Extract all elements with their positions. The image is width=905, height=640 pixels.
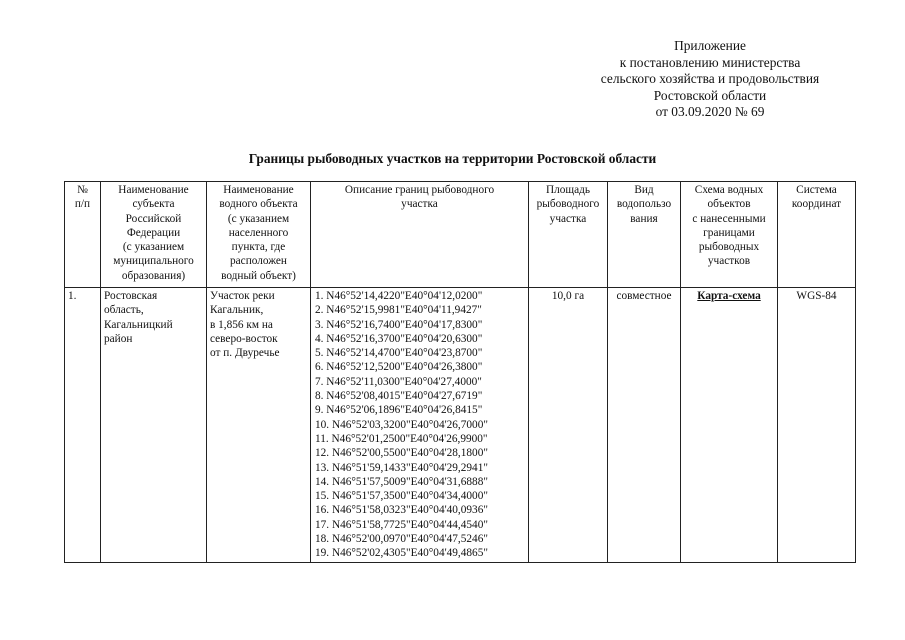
column-header-coord-system: Система координат — [778, 182, 856, 288]
appendix-line: Ростовской области — [653, 87, 767, 103]
column-header-boundaries: Описание границ рыбоводного участка — [311, 182, 529, 288]
column-header-scheme: Схема водных объектов с нанесенными границами рыбоводных участков — [681, 182, 778, 288]
appendix-header — [560, 38, 860, 121]
appendix-line: к постановлению министерства — [619, 54, 801, 70]
coordinate-point: 14. N46°51'57,5009"E40°04'31,6888" — [315, 475, 488, 488]
coordinate-point: 19. N46°52'02,4305"E40°04'49,4865" — [315, 547, 488, 560]
coordinate-point: 12. N46°52'00,5500"E40°04'28,1800" — [315, 447, 488, 460]
column-header-area: Площадь рыбоводного участка — [529, 182, 608, 288]
coordinate-point: 17. N46°51'58,7725"E40°04'44,4540" — [315, 518, 488, 531]
coordinate-point: 7. N46°52'11,0300"E40°04'27,4000" — [315, 375, 482, 388]
row-number: 1. — [65, 288, 101, 563]
column-header-num: № п/п — [65, 182, 101, 288]
coord-system-cell: WGS-84 — [778, 288, 856, 563]
appendix-line: сельского хозяйства и продовольствия — [600, 71, 820, 87]
coordinate-point: 4. N46°52'16,3700"E40°04'20,6300" — [315, 332, 483, 345]
subject-cell: Ростовская область, Кагальницкий район — [101, 288, 207, 563]
coordinate-point: 2. N46°52'15,9981"E40°04'11,9427" — [315, 304, 482, 317]
table-header-row — [65, 182, 856, 288]
coordinate-point: 10. N46°52'03,3200"E40°04'26,7000" — [315, 418, 488, 431]
coordinate-point: 9. N46°52'06,1896"E40°04'26,8415" — [315, 404, 483, 417]
column-header-usage: Вид водопользо вания — [608, 182, 681, 288]
coordinate-point: 1. N46°52'14,4220"E40°04'12,0200" — [315, 290, 483, 302]
coordinate-point: 6. N46°52'12,5200"E40°04'26,3800" — [315, 361, 483, 374]
scheme-cell — [681, 288, 778, 563]
appendix-line: Приложение — [674, 38, 746, 53]
column-header-water-body: Наименование водного объекта (с указанием населенного пункта, где расположен водный объект) — [207, 182, 311, 288]
map-scheme-link[interactable]: Карта-схема — [697, 290, 761, 302]
column-header-subject: Наименование субъекта Российской Федерации (с указанием муниципального образования) — [101, 182, 207, 288]
coordinate-point: 3. N46°52'16,7400"E40°04'17,8300" — [315, 318, 483, 331]
coordinate-point: 15. N46°51'57,3500"E40°04'34,4000" — [315, 490, 488, 503]
table-row — [65, 288, 856, 563]
coordinate-point: 11. N46°52'01,2500"E40°04'26,9900" — [315, 432, 488, 445]
document-title: Границы рыбоводных участков на территории Ростовской области — [248, 151, 657, 166]
water-body-cell: Участок реки Кагальник, в 1,856 км на северо-восток от п. Двуречье — [207, 288, 311, 563]
coordinate-point: 16. N46°51'58,0323"E40°04'40,0936" — [315, 504, 488, 517]
fishery-boundaries-table — [64, 181, 856, 563]
boundary-coordinates-cell — [311, 288, 529, 563]
usage-type-cell: совместное — [608, 288, 681, 563]
coordinate-point: 8. N46°52'08,4015"E40°04'27,6719" — [315, 390, 483, 403]
area-cell: 10,0 га — [529, 288, 608, 563]
appendix-line: от 03.09.2020 № 69 — [655, 104, 765, 120]
coordinate-point: 18. N46°52'00,0970"E40°04'47,5246" — [315, 533, 488, 546]
coordinate-point: 5. N46°52'14,4700"E40°04'23,8700" — [315, 347, 483, 360]
coordinate-list — [315, 289, 525, 561]
coordinate-point: 13. N46°51'59,1433"E40°04'29,2941" — [315, 461, 488, 474]
